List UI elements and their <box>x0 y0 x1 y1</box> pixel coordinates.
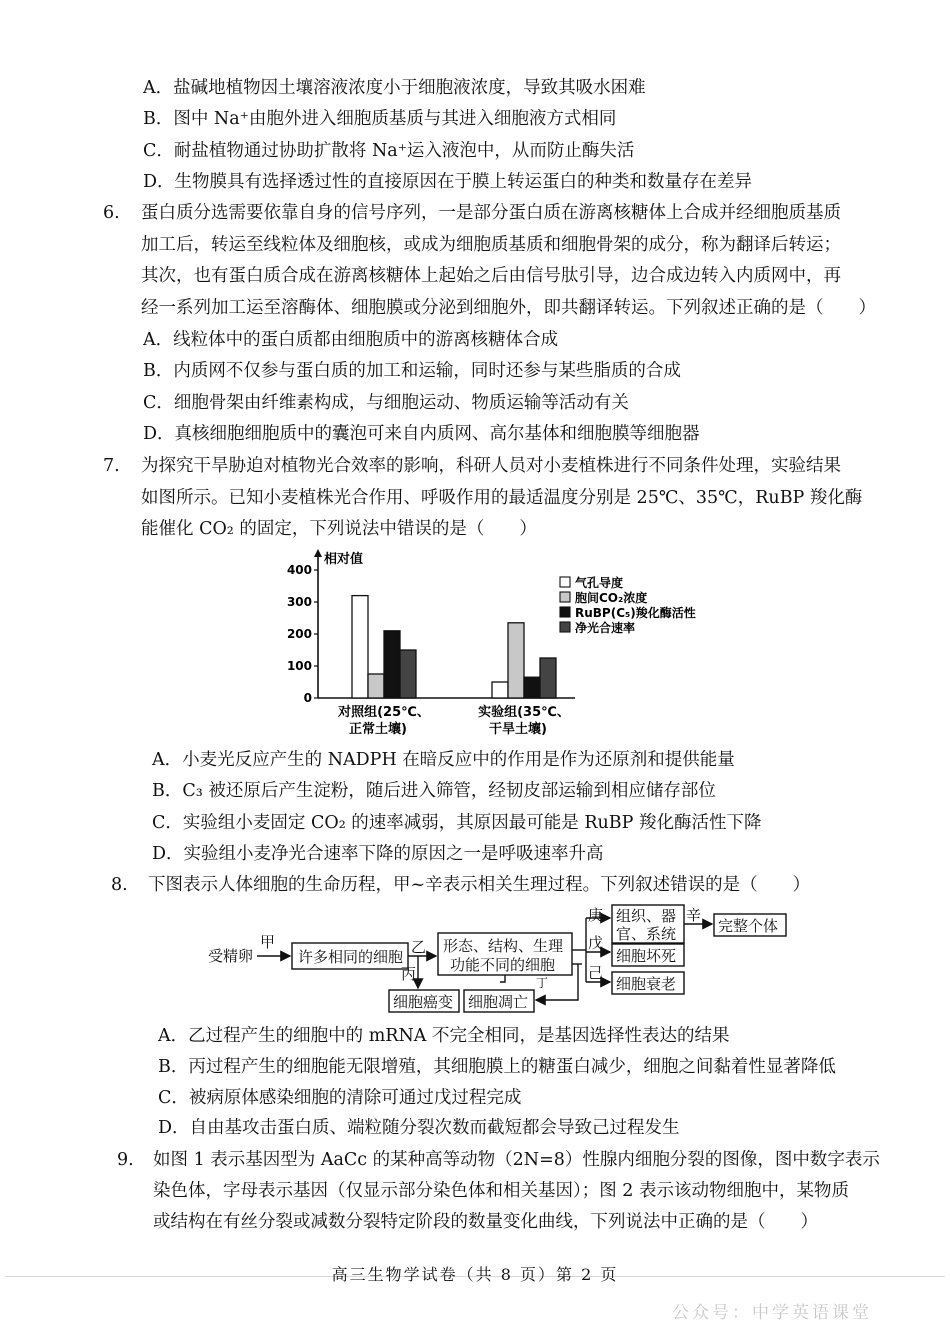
q7-option-d: D．实验组小麦净光合速率下降的原因之一是呼吸速率升高 <box>152 844 604 864</box>
q6-option-b: B．内质网不仅参与蛋白质的加工和运输，同时还参与某些脂质的合成 <box>143 361 681 381</box>
legend-swatch <box>560 607 570 617</box>
chart-bars <box>352 596 556 698</box>
q7-number: 7. <box>103 456 120 476</box>
bar <box>368 674 384 698</box>
y-tick-label: 200 <box>286 627 312 641</box>
q7-stem-line: 能催化 CO₂ 的固定，下列说法中错误的是（ ） <box>141 519 537 539</box>
q5-option-b: B．图中 Na⁺由胞外进入细胞质基质与其进入细胞液方式相同 <box>143 109 617 129</box>
q8-option-a: A．乙过程产生的细胞中的 mRNA 不完全相同，是基因选择性表达的结果 <box>158 1026 730 1046</box>
box-individual-text: 完整个体 <box>718 917 779 935</box>
q6-option-a: A．线粒体中的蛋白质都由细胞质中的游离核糖体合成 <box>143 330 559 350</box>
label-ji: 己 <box>588 964 604 982</box>
bar <box>508 623 524 698</box>
q6-stem-line: 经一系列加工运至溶酶体、细胞膜或分泌到细胞外，即共翻译转运。下列叙述正确的是（ ） <box>141 298 876 318</box>
box-necrosis-text: 细胞坏死 <box>616 947 677 965</box>
x-category-label: 干旱土壤) <box>489 722 547 737</box>
box-apoptosis-text: 细胞凋亡 <box>468 993 529 1011</box>
bar <box>400 650 416 698</box>
q9-number: 9. <box>117 1150 134 1170</box>
label-start: 受精卵 <box>208 947 254 965</box>
y-tick-label: 100 <box>286 659 312 673</box>
label-wu: 戊 <box>588 934 604 952</box>
legend-swatch <box>560 577 570 587</box>
box-aging-text: 细胞衰老 <box>616 975 677 993</box>
q6-stem-line: 加工后，转运至线粒体及细胞核，或成为细胞质基质和细胞骨架的成分，称为翻译后转运； <box>141 235 841 255</box>
q6-number: 6. <box>103 203 120 223</box>
y-tick-label: 0 <box>303 691 312 705</box>
box-many-text: 许多相同的细胞 <box>298 948 404 966</box>
bar <box>352 596 368 698</box>
legend-label: RuBP(C₅)羧化酶活性 <box>575 606 696 620</box>
legend-label: 气孔导度 <box>575 576 624 590</box>
q7-stem-line: 为探究干旱胁迫对植物光合效率的影响，科研人员对小麦植株进行不同条件处理，实验结果 <box>141 456 841 476</box>
q6-option-d: D．真核细胞细胞质中的囊泡可来自内质网、高尔基体和细胞膜等细胞器 <box>143 424 700 444</box>
x-category-label: 实验组(35℃、 <box>478 705 570 720</box>
q6-option-c: C．细胞骨架由纤维素构成，与细胞运动、物质运输等活动有关 <box>143 393 629 413</box>
legend-swatch <box>560 592 570 602</box>
q7-option-a: A．小麦光反应产生的 NADPH 在暗反应中的作用是作为还原剂和提供能量 <box>152 750 735 770</box>
legend-swatch <box>560 622 570 632</box>
y-axis-arrow <box>314 549 322 557</box>
chart-labels <box>337 704 570 737</box>
q8-life-history-diagram <box>200 900 800 1020</box>
q6-stem-line: 其次，也有蛋白质合成在游离核糖体上起始之后由信号肽引导，边合成边转入内质网中，再 <box>141 266 841 286</box>
label-yi: 乙 <box>411 938 427 956</box>
q7-option-c: C．实验组小麦固定 CO₂ 的速率减弱，其原因最可能是 RuBP 羧化酶活性下降 <box>152 813 762 833</box>
q8-stem: 下图表示人体细胞的生命历程，甲~辛表示相关生理过程。下列叙述错误的是（ ） <box>148 875 811 895</box>
chart-legend <box>560 575 696 635</box>
box-diff-text-1: 形态、结构、生理 <box>443 937 564 955</box>
q8-option-b: B．丙过程产生的细胞能无限增殖，其细胞膜上的糖蛋白减少，细胞之间黏着性显著降低 <box>158 1057 836 1077</box>
q8-option-d: D．自由基攻击蛋白质、端粒随分裂次数而截短都会导致己过程发生 <box>158 1118 680 1138</box>
q9-stem-line: 或结构在有丝分裂或减数分裂特定阶段的数量变化曲线，下列说法中正确的是（ ） <box>153 1212 818 1232</box>
y-axis-label: 相对值 <box>324 552 364 567</box>
label-xin: 辛 <box>686 906 702 924</box>
q8-number: 8. <box>111 875 128 895</box>
legend-label: 净光合速率 <box>575 621 636 635</box>
watermark: 公众号：中学英语课堂 <box>672 1303 872 1323</box>
q5-option-c: C．耐盐植物通过协助扩散将 Na⁺运入液泡中，从而防止酶失活 <box>143 141 635 161</box>
bar <box>524 677 540 698</box>
label-bing: 丙 <box>401 965 417 983</box>
page-footer: 高三生物学试卷（共 8 页）第 2 页 <box>331 1265 619 1284</box>
q9-stem-line: 染色体，字母表示基因（仅显示部分染色体和相关基因）；图 2 表示该动物细胞中，某物质 <box>153 1181 850 1201</box>
q8-option-c: C．被病原体感染细胞的清除可通过戊过程完成 <box>158 1088 522 1108</box>
bar <box>492 682 508 698</box>
y-tick-label: 400 <box>286 563 312 577</box>
y-tick-label: 300 <box>286 595 312 609</box>
bar <box>384 631 400 698</box>
q6-stem-line: 蛋白质分选需要依靠自身的信号序列，一是部分蛋白质在游离核糖体上合成并经细胞质基质 <box>141 203 841 223</box>
box-diff-text-2: 功能不同的细胞 <box>450 956 556 974</box>
q7-option-b: B．C₃ 被还原后产生淀粉，随后进入筛管，经韧皮部运输到相应储存部位 <box>152 781 716 801</box>
legend-label: 胞间CO₂浓度 <box>575 591 648 605</box>
x-category-label: 对照组(25℃、 <box>338 705 430 720</box>
q9-stem-line: 如图 1 表示基因型为 AaCc 的某种高等动物（2N=8）性腺内细胞分裂的图像，图中数字表示 <box>153 1150 880 1170</box>
bar <box>540 658 556 698</box>
box-tissue-text-1: 组织、器 <box>616 907 677 925</box>
q5-option-a: A．盐碱地植物因土壤溶液浓度小于细胞液浓度，导致其吸水困难 <box>143 78 646 98</box>
q7-bar-chart <box>270 545 710 745</box>
label-jia: 甲 <box>260 933 276 951</box>
x-category-label: 正常土壤) <box>349 722 407 737</box>
label-ding: 丁 <box>536 976 549 990</box>
q5-option-d: D．生物膜具有选择透过性的直接原因在于膜上转运蛋白的种类和数量存在差异 <box>143 172 753 192</box>
box-tissue-text-2: 官、系统 <box>616 925 677 943</box>
label-geng: 庚 <box>588 906 604 924</box>
q7-stem-line: 如图所示。已知小麦植株光合作用、呼吸作用的最适温度分别是 25℃、35℃，RuBP 羧化酶 <box>141 488 863 508</box>
box-cancer-text: 细胞癌变 <box>393 993 454 1011</box>
